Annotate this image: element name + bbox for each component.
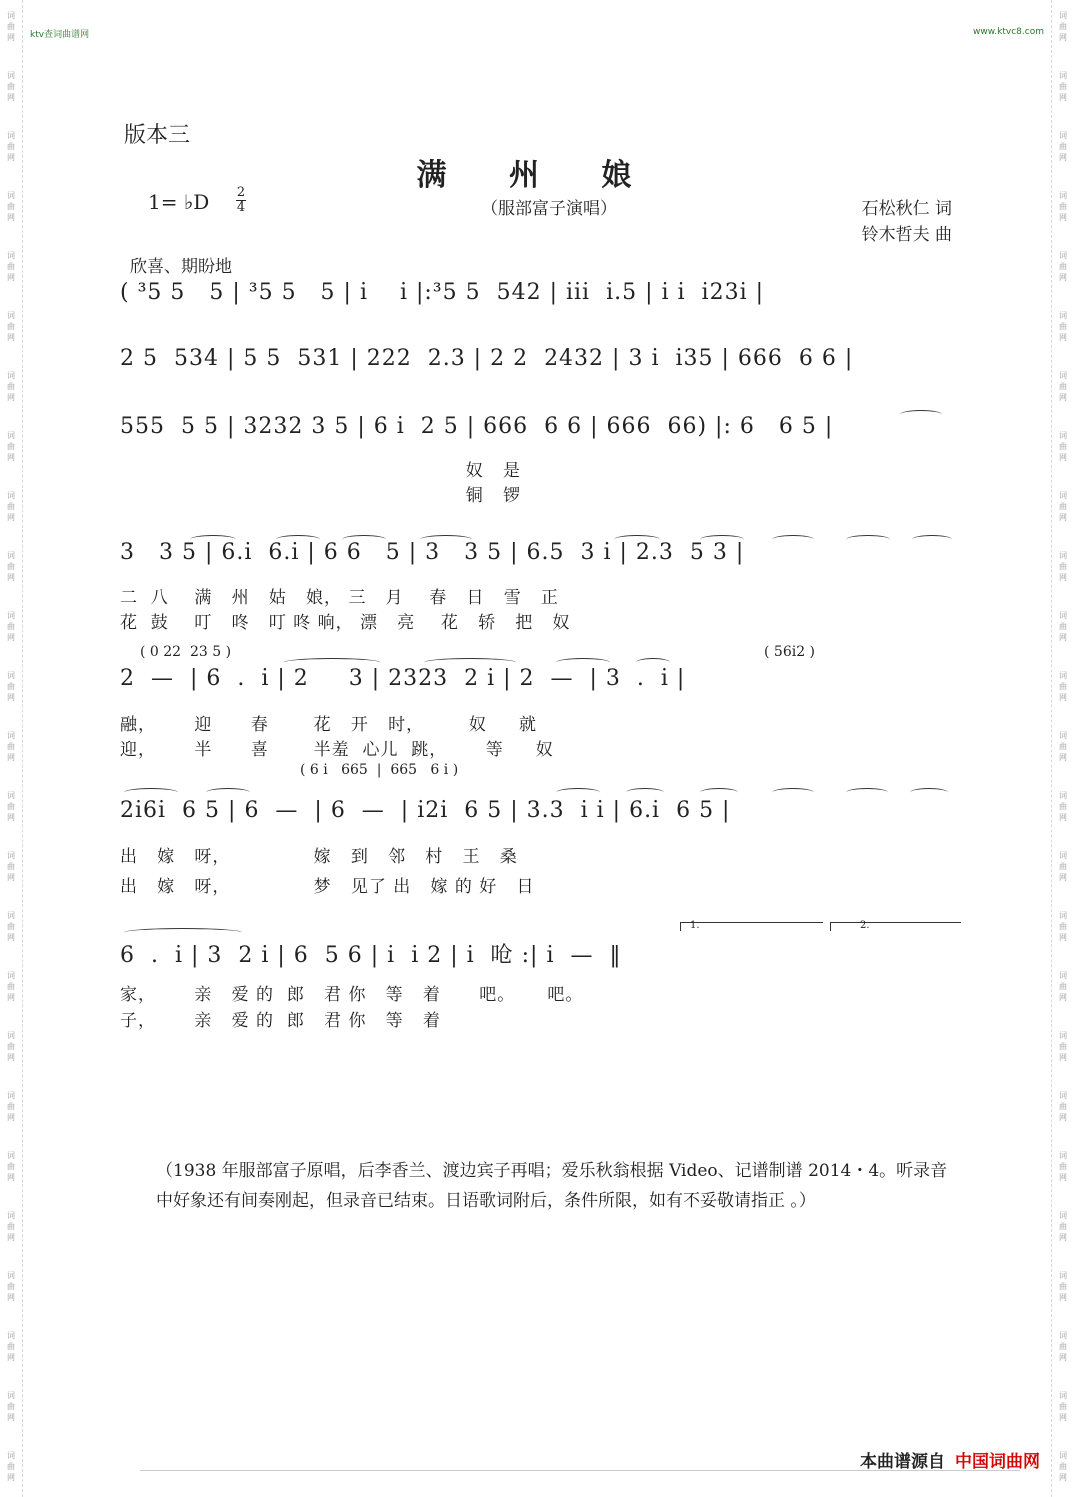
score-row-3: 555 5 5 | 3232 3 5 | 6 i̇ 2 5 | 666 6 6 | 666 66) |: 6 6 5 | xyxy=(120,414,834,439)
header-left-watermark: ktv查词曲谱网 xyxy=(30,30,90,40)
side-watermark-text: 词 曲 网 xyxy=(1059,671,1067,702)
side-watermark-text: 词 曲 网 xyxy=(1059,431,1067,462)
lyricist-credit: 石松秋仁 词 xyxy=(861,199,952,219)
side-watermark-text: 词 曲 网 xyxy=(7,251,15,282)
slur xyxy=(626,788,664,797)
slur xyxy=(190,535,236,544)
side-watermark-text: 词 曲 网 xyxy=(7,311,15,342)
slur xyxy=(342,535,386,544)
side-watermark-text: 词 曲 网 xyxy=(1059,1271,1067,1302)
slur xyxy=(636,658,670,667)
side-watermark-text: 词 曲 网 xyxy=(7,1391,15,1422)
side-watermark-text: 词 曲 网 xyxy=(1059,551,1067,582)
lyrics-row-3-verse-1: 奴 是 xyxy=(120,461,522,481)
tempo-marking: 欣喜、期盼地 xyxy=(130,257,232,277)
side-watermark-text: 词 曲 网 xyxy=(1059,491,1067,522)
slur xyxy=(420,535,472,544)
side-watermark-text: 词 曲 网 xyxy=(1059,1091,1067,1122)
side-watermark-text: 词 曲 网 xyxy=(7,431,15,462)
side-watermark-text: 词 曲 网 xyxy=(1059,1451,1067,1482)
lyrics-row-6-verse-1: 出 嫁 呀， 嫁 到 邻 村 王 桑 xyxy=(120,847,518,867)
slur xyxy=(284,658,380,667)
side-watermark-text: 词 曲 网 xyxy=(7,191,15,222)
slur xyxy=(424,658,516,667)
side-watermark-text: 词 曲 网 xyxy=(1059,11,1067,42)
slur xyxy=(556,658,610,667)
side-watermark-text: 词 曲 网 xyxy=(1059,311,1067,342)
side-watermark-text: 词 曲 网 xyxy=(7,731,15,762)
side-watermark-text: 词 曲 网 xyxy=(7,131,15,162)
lyrics-row-4-verse-2: 花 鼓 叮 咚 叮 咚 响， 漂 亮 花 轿 把 奴 xyxy=(120,613,571,633)
slur xyxy=(124,928,242,937)
source-brand: 中国词曲网 xyxy=(955,1452,1040,1472)
version-label: 版本三 xyxy=(124,123,191,148)
footnote: （1938 年服部富子原唱，后李香兰、渡边宾子再唱；爱乐秋翁根据 Video、记谱制谱 2014・4。听录音中好象还有间奏刚起，但录音已结束。日语歌词附后，条件所限，如有不妥敬请指正 。） xyxy=(156,1161,948,1211)
side-watermark-text: 词 曲 网 xyxy=(1059,1391,1067,1422)
slur xyxy=(276,535,320,544)
key-signature: 1= ♭D xyxy=(148,190,210,214)
right-margin-watermark xyxy=(1051,0,1074,1497)
lyrics-row-5-verse-1: 融， 迎 春 花 开 时， 奴 就 xyxy=(120,715,537,735)
score-row-6: 2i̇6i̇ 6 5 | 6 — | 6 — | i̇2i̇ 6 5 | 3.3 i̇ i̇ | 6.i̇ 6 5 | xyxy=(120,798,731,823)
side-watermark-text: 词 曲 网 xyxy=(7,1091,15,1122)
side-watermark-text: 词 曲 网 xyxy=(7,791,15,822)
side-watermark-text: 词 曲 网 xyxy=(7,851,15,882)
side-watermark-text: 词 曲 网 xyxy=(1059,1031,1067,1062)
side-watermark-text: 词 曲 网 xyxy=(7,671,15,702)
fill-phrase: ( 6 i̇ 665 | 665 6 i̇ ) xyxy=(300,762,459,778)
slur xyxy=(900,410,942,419)
side-watermark-text: 词 曲 网 xyxy=(7,1271,15,1302)
side-watermark-text: 词 曲 网 xyxy=(7,611,15,642)
score-row-7: 6 . i̇ | 3 2 i̇ | 6 5 6 | i̇ i̇ 2 | i̇ 呛 :| i̇ — ‖ xyxy=(120,943,622,968)
source-label: 本曲谱源自 xyxy=(860,1452,945,1472)
slur xyxy=(910,788,948,797)
song-title: 满 州 娘 xyxy=(416,158,658,193)
side-watermark-text: 词 曲 网 xyxy=(1059,971,1067,1002)
lyrics-row-7-verse-1: 家， 亲 爱 的 郎 君 你 等 着 吧。 吧。 xyxy=(120,985,584,1005)
side-watermark-text: 词 曲 网 xyxy=(7,491,15,522)
slur xyxy=(846,788,888,797)
side-watermark-text: 词 曲 网 xyxy=(1059,71,1067,102)
side-watermark-text: 词 曲 网 xyxy=(7,1151,15,1182)
side-watermark-text: 词 曲 网 xyxy=(7,1451,15,1482)
first-ending-label: 1. xyxy=(690,920,700,931)
second-ending-label: 2. xyxy=(860,920,870,931)
score-row-2: 2 5 534 | 5 5 531 | 222 2.3 | 2 2 2432 | 3 i̇ i̇35 | 666 6 6 | xyxy=(120,346,854,371)
side-watermark-text: 词 曲 网 xyxy=(1059,731,1067,762)
side-watermark-text: 词 曲 网 xyxy=(1059,791,1067,822)
slur xyxy=(912,535,952,544)
slur xyxy=(772,788,814,797)
left-margin-watermark xyxy=(0,0,23,1497)
side-watermark-text: 词 曲 网 xyxy=(1059,911,1067,942)
slur xyxy=(700,535,744,544)
score-row-1: ( ³5 5 5 | ³5 5 5 | i̇ i̇ |:³5 5 542 | i̇i̇i̇ i̇.5 | i̇ i̇ i̇23i̇ | xyxy=(120,280,765,305)
slur xyxy=(700,788,738,797)
time-signature: 2 4 xyxy=(236,185,246,215)
slur xyxy=(556,788,600,797)
fill-phrase: ( 56i̇2 ) xyxy=(764,644,816,660)
lyrics-row-6-verse-2: 出 嫁 呀， 梦 见了 出 嫁 的 好 日 xyxy=(120,877,535,897)
lyrics-row-4-verse-1: 二 八 满 州 姑 娘， 三 月 春 日 雪 正 xyxy=(120,588,559,608)
composer-credit: 铃木哲夫 曲 xyxy=(861,225,952,245)
first-ending-bracket xyxy=(680,922,823,931)
lyrics-row-3-verse-2: 铜 锣 xyxy=(120,486,522,506)
second-ending-bracket xyxy=(830,922,961,931)
slur xyxy=(124,788,178,797)
side-watermark-text: 词 曲 网 xyxy=(7,971,15,1002)
lyrics-row-5-verse-2: 迎， 半 喜 半羞 心儿 跳， 等 奴 xyxy=(120,740,554,760)
side-watermark-text: 词 曲 网 xyxy=(7,11,15,42)
slur xyxy=(772,535,814,544)
side-watermark-text: 词 曲 网 xyxy=(7,1031,15,1062)
side-watermark-text: 词 曲 网 xyxy=(7,911,15,942)
score-row-4: 3 3 5 | 6.i̇ 6.i̇ | 6 6 5 | 3 3 5 | 6.5 3 i̇ | 2.3 5 3 | xyxy=(120,540,745,565)
side-watermark-text: 词 曲 网 xyxy=(1059,1331,1067,1362)
side-watermark-text: 词 曲 网 xyxy=(7,1331,15,1362)
side-watermark-text: 词 曲 网 xyxy=(1059,251,1067,282)
slur xyxy=(846,535,890,544)
side-watermark-text: 词 曲 网 xyxy=(1059,1151,1067,1182)
lyrics-row-7-verse-2: 子， 亲 爱 的 郎 君 你 等 着 xyxy=(120,1011,441,1031)
slur xyxy=(614,535,660,544)
side-watermark-text: 词 曲 网 xyxy=(7,551,15,582)
slur xyxy=(206,788,250,797)
side-watermark-text: 词 曲 网 xyxy=(1059,191,1067,222)
side-watermark-text: 词 曲 网 xyxy=(7,371,15,402)
score-row-5: 2 — | 6 . i̇ | 2 3 | 2323 2 i̇ | 2 — | 3 . i̇ | xyxy=(120,666,686,691)
fill-phrase: ( 0 22 23 5 ) xyxy=(140,644,232,660)
side-watermark-text: 词 曲 网 xyxy=(1059,851,1067,882)
side-watermark-text: 词 曲 网 xyxy=(1059,1211,1067,1242)
side-watermark-text: 词 曲 网 xyxy=(7,1211,15,1242)
header-right-watermark: www.ktvc8.com xyxy=(973,27,1044,37)
side-watermark-text: 词 曲 网 xyxy=(1059,611,1067,642)
side-watermark-text: 词 曲 网 xyxy=(7,71,15,102)
side-watermark-text: 词 曲 网 xyxy=(1059,371,1067,402)
performer-note: （服部富子演唱） xyxy=(481,199,617,219)
side-watermark-text: 词 曲 网 xyxy=(1059,131,1067,162)
source-attribution xyxy=(860,1447,1040,1472)
